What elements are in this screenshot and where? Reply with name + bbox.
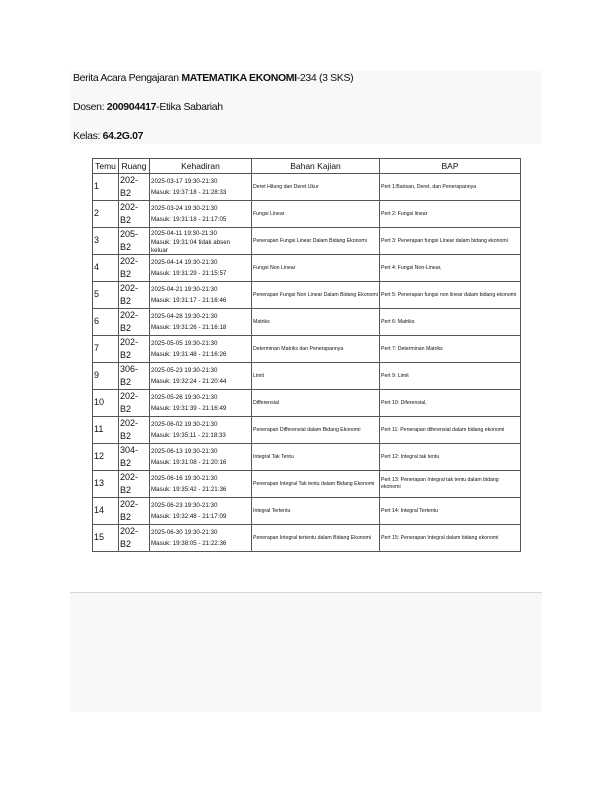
cell-bap: Pert 1:Barisan, Deret, dan Penerapannya xyxy=(380,174,521,201)
cell-ruang: 205-B2 xyxy=(119,228,150,255)
checkin-time: Masuk: 19:31:29 - 21:15:57 xyxy=(151,270,227,277)
schedule-time: 2025-03-24 19:30-21:30 xyxy=(151,205,218,212)
table-row xyxy=(93,363,521,390)
cell-temu: 14 xyxy=(93,498,119,525)
cell-bap: Pert 11: Penerapan diferensial dalam bidang ekonomi xyxy=(380,417,521,444)
schedule-time: 2025-06-16 19:30-21:30 xyxy=(151,475,218,482)
checkin-time: Masuk: 19:31:48 - 21:16:26 xyxy=(151,351,227,358)
cell-temu: 4 xyxy=(93,255,119,282)
schedule-time: 2025-05-26 19:30-21:30 xyxy=(151,394,218,401)
cell-temu: 10 xyxy=(93,390,119,417)
attendance-table xyxy=(92,158,521,552)
title-prefix: Berita Acara Pengajaran xyxy=(73,72,182,84)
cell-bap: Pert 6: Matriks xyxy=(380,309,521,336)
table-row xyxy=(93,498,521,525)
col-header-temu: Temu xyxy=(93,159,119,174)
cell-temu: 12 xyxy=(93,444,119,471)
table-row xyxy=(93,255,521,282)
course-name: MATEMATIKA EKONOMI xyxy=(181,72,297,84)
table-row xyxy=(93,336,521,363)
cell-ruang: 202-B2 xyxy=(119,309,150,336)
checkin-time: Masuk: 19:31:08 - 21:20:16 xyxy=(151,459,227,466)
document-title xyxy=(73,72,353,84)
checkin-time: Masuk: 19:31:18 - 21:17:05 xyxy=(151,216,227,223)
cell-temu: 5 xyxy=(93,282,119,309)
lecturer-label: Dosen: xyxy=(73,101,107,113)
cell-temu: 7 xyxy=(93,336,119,363)
attendance-note: keluar xyxy=(151,247,168,254)
cell-ruang: 304-B2 xyxy=(119,444,150,471)
cell-ruang: 202-B2 xyxy=(119,471,150,498)
checkin-time: Masuk: 19:35:42 - 21:21:36 xyxy=(151,486,227,493)
cell-temu: 1 xyxy=(93,174,119,201)
cell-bahan-kajian: Penerapan Fungsi Linear Dalam Bidang Ekonomi xyxy=(252,228,380,255)
table-header-row xyxy=(93,159,521,174)
cell-ruang: 202-B2 xyxy=(119,255,150,282)
cell-bap: Pert 10: Diferensial, xyxy=(380,390,521,417)
schedule-time: 2025-04-11 19:30-21:30 xyxy=(151,230,217,237)
cell-temu: 2 xyxy=(93,201,119,228)
table-row xyxy=(93,201,521,228)
cell-ruang: 202-B2 xyxy=(119,174,150,201)
table-row xyxy=(93,174,521,201)
cell-bap: Pert 12: Integral tak tentu xyxy=(380,444,521,471)
cell-kehadiran xyxy=(150,363,252,390)
cell-bap: Pert 15: Penerapan Integral dalam bidang ekonomi xyxy=(380,525,521,552)
table-row xyxy=(93,282,521,309)
cell-ruang: 202-B2 xyxy=(119,525,150,552)
cell-bahan-kajian: Fungsi Non Linear xyxy=(252,255,380,282)
cell-bap: Pert 9: Limit xyxy=(380,363,521,390)
cell-ruang: 202-B2 xyxy=(119,417,150,444)
cell-ruang: 202-B2 xyxy=(119,201,150,228)
cell-bap: Pert 14: Integral Tertentu xyxy=(380,498,521,525)
cell-bahan-kajian: Integral Tertentu xyxy=(252,498,380,525)
table-row xyxy=(93,309,521,336)
cell-kehadiran xyxy=(150,390,252,417)
cell-bahan-kajian: Penerapan Fungsi Non Linear Dalam Bidang Ekonomi xyxy=(252,282,380,309)
cell-bahan-kajian: Fungsi Linear xyxy=(252,201,380,228)
lecturer-id: 200904417 xyxy=(106,101,157,113)
checkin-time: Masuk: 19:31:26 - 21:16:18 xyxy=(151,324,227,331)
schedule-time: 2025-04-28 19:30-21:30 xyxy=(151,313,218,320)
cell-bap: Pert 13: Penerapan Integral tak tentu dalam bidang ekonomi xyxy=(380,471,521,498)
cell-bap: Pert 3: Penerapan fungsi Linear dalam bidang ekonomi xyxy=(380,228,521,255)
checkin-time: Masuk: 19:32:24 - 21:20:44 xyxy=(151,378,227,385)
col-header-bahan-kajian: Bahan Kajian xyxy=(252,159,380,174)
cell-kehadiran xyxy=(150,336,252,363)
course-suffix: -234 (3 SKS) xyxy=(296,72,354,84)
cell-temu: 11 xyxy=(93,417,119,444)
schedule-time: 2025-04-14 19:30-21:30 xyxy=(151,259,218,266)
schedule-time: 2025-03-17 19:30-21:30 xyxy=(151,178,218,185)
table-row xyxy=(93,390,521,417)
cell-kehadiran xyxy=(150,309,252,336)
cell-temu: 6 xyxy=(93,309,119,336)
cell-temu: 13 xyxy=(93,471,119,498)
cell-bahan-kajian: Limit xyxy=(252,363,380,390)
cell-kehadiran xyxy=(150,471,252,498)
table-row xyxy=(93,444,521,471)
schedule-time: 2025-06-23 19:30-21:30 xyxy=(151,502,218,509)
cell-bahan-kajian: Determinan Matriks dan Penerapannya xyxy=(252,336,380,363)
class-line xyxy=(73,130,143,142)
cell-kehadiran xyxy=(150,417,252,444)
checkin-time: Masuk: 19:37:18 - 21:28:33 xyxy=(151,189,227,196)
cell-kehadiran xyxy=(150,282,252,309)
col-header-bap: BAP xyxy=(380,159,521,174)
cell-kehadiran xyxy=(150,228,252,255)
cell-temu: 15 xyxy=(93,525,119,552)
schedule-time: 2025-05-05 19:30-21:30 xyxy=(151,340,218,347)
cell-kehadiran xyxy=(150,444,252,471)
cell-ruang: 202-B2 xyxy=(119,498,150,525)
cell-bap: Pert 4: Fungsi Non-Linear, xyxy=(380,255,521,282)
cell-bap: Pert 2: Fungsi linear xyxy=(380,201,521,228)
cell-ruang: 202-B2 xyxy=(119,282,150,309)
checkin-time: Masuk: 19:31:39 - 21:16:49 xyxy=(151,405,227,412)
cell-bahan-kajian: Integral Tak Tentu xyxy=(252,444,380,471)
schedule-time: 2025-06-13 19:30-21:30 xyxy=(151,448,218,455)
cell-bap: Pert 5: Penerapan fungsi non linear dalam bidang ekonomi xyxy=(380,282,521,309)
class-code: 64.2G.07 xyxy=(102,130,144,142)
cell-kehadiran xyxy=(150,498,252,525)
cell-ruang: 202-B2 xyxy=(119,336,150,363)
class-label: Kelas: xyxy=(73,130,103,142)
cell-bahan-kajian: Penerapan Integral Tak tentu dalam Bidang Ekonomi xyxy=(252,471,380,498)
cell-ruang: 306-B2 xyxy=(119,363,150,390)
col-header-kehadiran: Kehadiran xyxy=(150,159,252,174)
cell-kehadiran xyxy=(150,174,252,201)
schedule-time: 2025-05-23 19:30-21:30 xyxy=(151,367,218,374)
lecturer-name: -Etika Sabariah xyxy=(156,101,223,113)
table-row xyxy=(93,525,521,552)
cell-temu: 3 xyxy=(93,228,119,255)
cell-kehadiran xyxy=(150,525,252,552)
checkin-time: Masuk: 19:31:04 tidak absen xyxy=(151,239,231,246)
schedule-time: 2025-04-21 19:30-21:30 xyxy=(151,286,218,293)
cell-bahan-kajian: Penerapan Differensial dalam Bidang Ekonomi xyxy=(252,417,380,444)
table-row xyxy=(93,471,521,498)
cell-bahan-kajian: Deret Hitung dan Deret Ukur xyxy=(252,174,380,201)
cell-kehadiran xyxy=(150,201,252,228)
cell-bahan-kajian: Penerapan Integral tertentu dalam Bidang Ekonomi xyxy=(252,525,380,552)
checkin-time: Masuk: 19:32:48 - 21:17:09 xyxy=(151,513,227,520)
cell-kehadiran xyxy=(150,255,252,282)
cell-bahan-kajian: Differensial xyxy=(252,390,380,417)
schedule-time: 2025-06-30 19:30-21:30 xyxy=(151,529,218,536)
checkin-time: Masuk: 19:31:17 - 21:16:46 xyxy=(151,297,227,304)
checkin-time: Masuk: 19:38:05 - 21:22:36 xyxy=(151,540,227,547)
cell-ruang: 202-B2 xyxy=(119,390,150,417)
cell-temu: 9 xyxy=(93,363,119,390)
footer-panel xyxy=(70,592,542,712)
checkin-time: Masuk: 19:35:11 - 21:18:33 xyxy=(151,432,226,439)
table-row xyxy=(93,228,521,255)
table-row xyxy=(93,417,521,444)
cell-bap: Pert 7: Determinan Matriks xyxy=(380,336,521,363)
schedule-time: 2025-06-02 19:30-21:30 xyxy=(151,421,218,428)
lecturer-line xyxy=(73,101,223,113)
col-header-ruang: Ruang xyxy=(119,159,150,174)
cell-bahan-kajian: Matriks xyxy=(252,309,380,336)
